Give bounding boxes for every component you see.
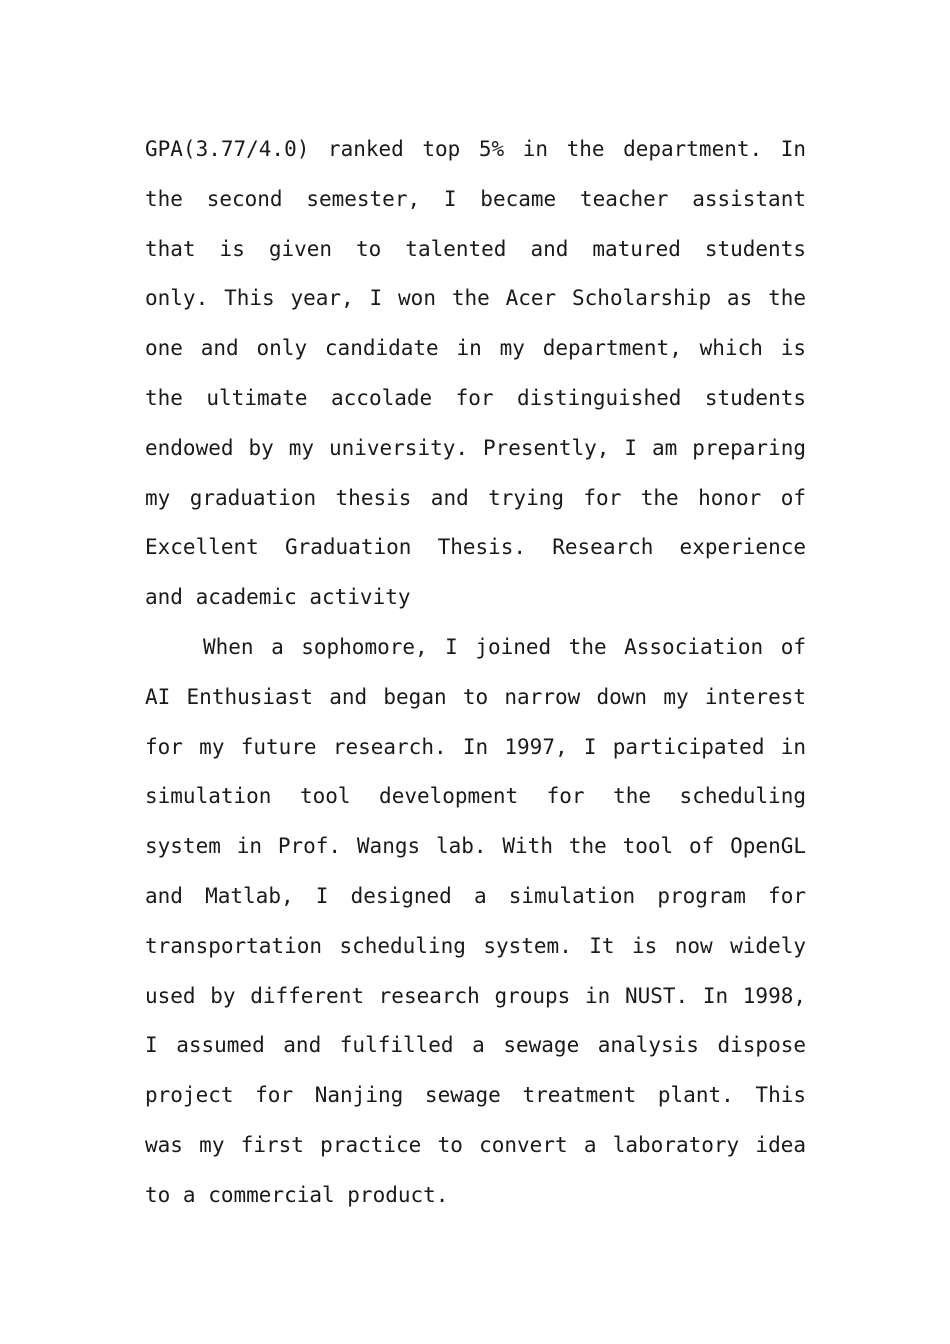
text-line: the ultimate accolade for distinguished students (145, 385, 806, 410)
text-line: system in Prof. Wangs lab. With the tool of OpenGL (145, 834, 806, 859)
text-line: the second semester, I became teacher assistant (145, 186, 806, 211)
text-line: When a sophomore, I joined the Association of (203, 634, 806, 659)
text-line: Excellent Graduation Thesis. Research experience (145, 535, 806, 560)
text-line: that is given to talented and matured students (145, 236, 806, 261)
document-body (145, 125, 806, 1221)
text-line: my graduation thesis and trying for the honor of (145, 485, 806, 510)
text-line: simulation tool development for the scheduling (145, 784, 806, 809)
text-line: project for Nanjing sewage treatment plant. This (145, 1083, 806, 1108)
text-line: I assumed and fulfilled a sewage analysis dispose (145, 1033, 806, 1058)
paragraph-academic-record (145, 125, 806, 623)
text-line: was my first practice to convert a laboratory idea (145, 1132, 806, 1157)
text-line: and Matlab, I designed a simulation program for (145, 883, 806, 908)
text-line: and academic activity (145, 585, 411, 610)
paragraph-research-experience (145, 623, 806, 1221)
text-line: endowed by my university. Presently, I am preparing (145, 435, 806, 460)
text-line: one and only candidate in my department, which is (145, 336, 806, 361)
text-line: for my future research. In 1997, I participated in (145, 734, 806, 759)
text-line: transportation scheduling system. It is now widely (145, 933, 806, 958)
text-line: only. This year, I won the Acer Scholarship as the (145, 286, 806, 311)
text-line: GPA(3.77/4.0) ranked top 5% in the department. In (145, 137, 806, 161)
text-line: to a commercial product. (145, 1182, 449, 1207)
text-line: used by different research groups in NUST. In 1998, (145, 983, 806, 1008)
text-line: AI Enthusiast and began to narrow down my interest (145, 684, 806, 709)
